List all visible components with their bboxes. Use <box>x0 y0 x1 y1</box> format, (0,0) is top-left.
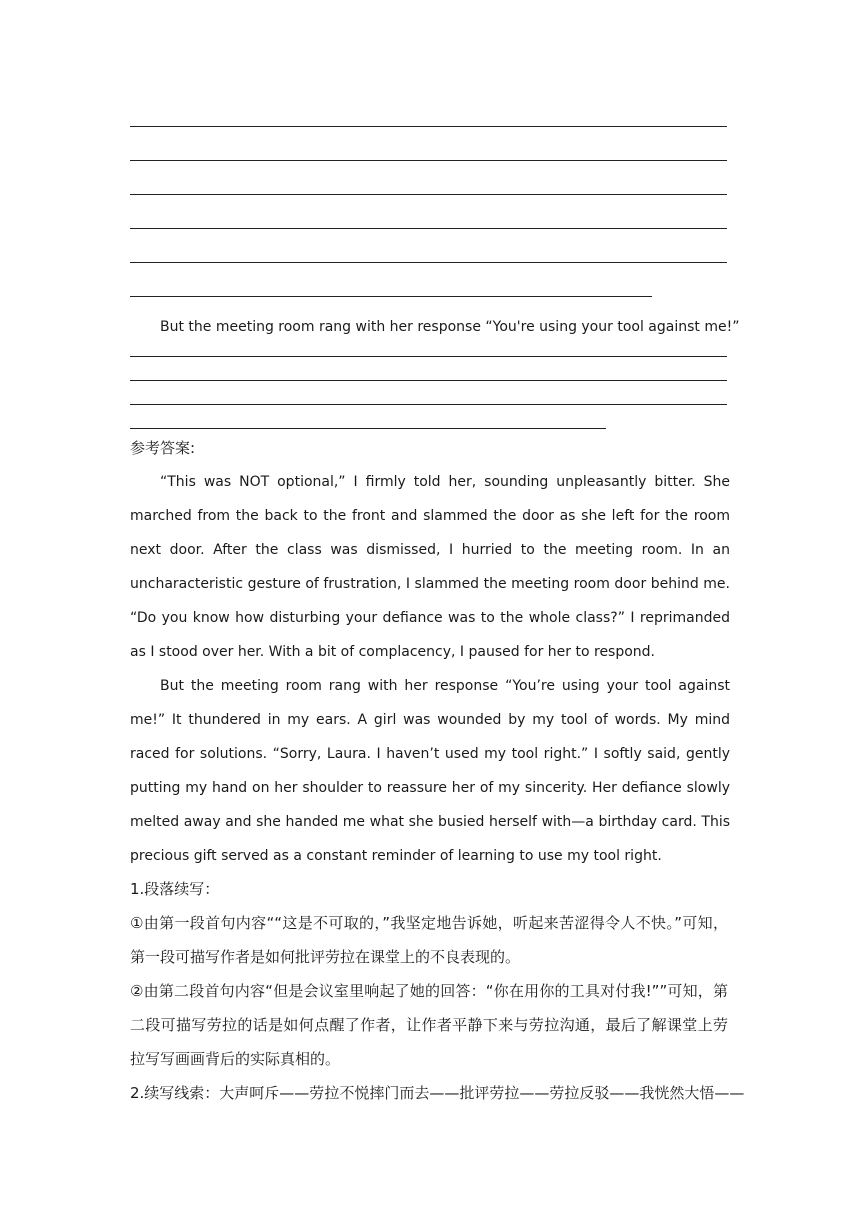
writing-line[interactable] <box>130 428 606 429</box>
answer-heading: 参考答案: <box>130 439 196 457</box>
writing-line[interactable] <box>130 356 727 357</box>
paragraph-prompt: But the meeting room rang with her response “You're using your tool against me!” <box>160 319 740 335</box>
analysis-point-1: ①由第一段首句内容““这是不可取的，”我坚定地告诉她，听起来苦涩得令人不快。”可知，第一段可描写作者是如何批评劳拉在课堂上的不良表现的。 <box>130 914 728 966</box>
answer-paragraph-1: “This was NOT optional,” I firmly told her, sounding unpleasantly bitter. She marched from the back to the front and slammed the door as she left for the room next door. After the class was dismissed, I hurried to the meeting room. In an uncharacteristic gesture of frustration, I slammed the meeting room door behind me. “Do you know how disturbing your defiance was to the whole class?” I reprimanded as I stood over her. With a bit of complacency, I paused for her to respond. <box>130 474 730 660</box>
answer-paragraph-2: But the meeting room rang with her response “You’re using your tool against me!” It thundered in my ears. A girl was wounded by my tool of words. My mind raced for solutions. “Sorry, Laura. I haven’t used my tool right.” I softly said, gently putting my hand on her shoulder to reassure her of my sincerity. Her defiance slowly melted away and she handed me what she busied herself with—a birthday card. This precious gift served as a constant reminder of learning to use my tool right. <box>130 678 730 864</box>
analysis-point-2: ②由第二段首句内容“但是会议室里响起了她的回答：“你在用你的工具对付我!””可知，第二段可描写劳拉的话是如何点醒了作者，让作者平静下来与劳拉沟通，最后了解课堂上劳拉写写画画背后的实际真相的。 <box>130 982 728 1068</box>
writing-line[interactable] <box>130 126 727 127</box>
writing-line[interactable] <box>130 404 727 405</box>
writing-line[interactable] <box>130 380 727 381</box>
writing-line[interactable] <box>130 228 727 229</box>
clue-line: 2.续写线索：大声呵斥——劳拉不悦摔门而去——批评劳拉——劳拉反驳——我恍然大悟—— <box>130 1084 745 1102</box>
writing-line[interactable] <box>130 262 727 263</box>
writing-line[interactable] <box>130 296 652 297</box>
section-title: 1.段落续写： <box>130 880 220 898</box>
writing-line[interactable] <box>130 194 727 195</box>
writing-line[interactable] <box>130 160 727 161</box>
